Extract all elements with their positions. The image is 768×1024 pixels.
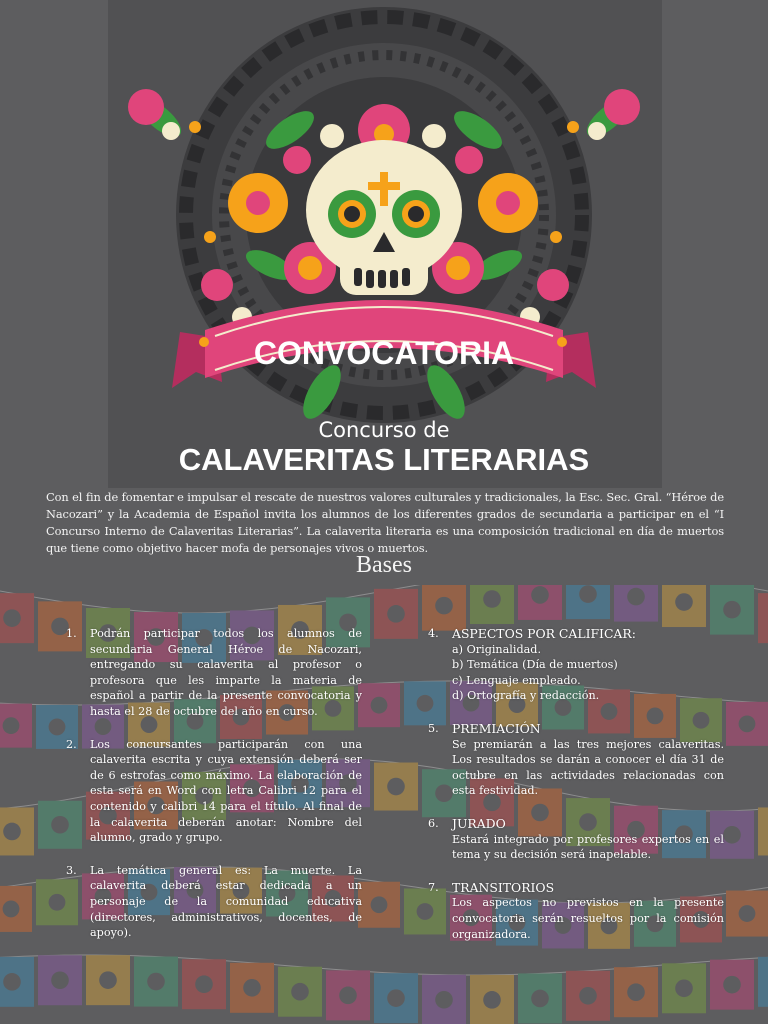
base-number: 2. bbox=[66, 737, 77, 751]
papel-picado-cutout bbox=[3, 973, 21, 991]
base-item bbox=[66, 863, 362, 941]
base-number: 3. bbox=[66, 863, 77, 877]
flower-orange-right bbox=[478, 173, 538, 233]
base-number: 7. bbox=[428, 880, 439, 894]
base-heading: TRANSITORIOS bbox=[452, 879, 555, 895]
base-heading: JURADO bbox=[452, 815, 506, 831]
papel-picado-cutout bbox=[387, 989, 405, 1007]
base-item bbox=[428, 626, 724, 704]
papel-picado-flag bbox=[758, 593, 768, 643]
criteria-item: b) Temática (Día de muertos) bbox=[452, 658, 618, 672]
subtitle-small: Concurso de bbox=[318, 418, 450, 442]
papel-picado-cutout bbox=[531, 586, 549, 604]
flower-orange-left bbox=[228, 173, 288, 233]
papel-picado-cutout bbox=[627, 588, 645, 606]
papel-picado-cutout bbox=[243, 979, 261, 997]
papel-picado-cutout bbox=[3, 609, 21, 627]
base-item bbox=[428, 816, 724, 863]
papel-picado-flag bbox=[758, 807, 768, 855]
papel-picado-cutout bbox=[675, 979, 693, 997]
base-number: 1. bbox=[66, 627, 77, 640]
base-number: 6. bbox=[428, 816, 439, 830]
base-text: Los aspectos no previstos en la presente convocatoria serán resueltos por la comisión organizadora. bbox=[452, 896, 724, 941]
papel-picado-cutout bbox=[627, 983, 645, 1001]
papel-picado-flag bbox=[758, 957, 768, 1007]
intro-paragraph: Con el fin de fomentar e impulsar el rescate de nuestros valores culturales y tradicionales, la Esc. Sec. Gral. “Héroe de Nacozari” y la Academia de Español invita los alumnos de los diferentes grados de secundaria a participar en el “I Concurso Interno de Calaveritas Literarias”. La calaverita literaria es una composición tradicional en día de muertos que tiene como objetivo hacer mofa de personajes vivos o muertos. bbox=[46, 490, 724, 555]
papel-picado-cutout bbox=[675, 593, 693, 611]
papel-picado-cutout bbox=[387, 605, 405, 623]
criteria-item: a) Originalidad. bbox=[452, 642, 542, 656]
papel-picado-cutout bbox=[531, 990, 549, 1008]
hero-illustration bbox=[0, 0, 768, 488]
convocatoria-title: CONVOCATORIA bbox=[253, 335, 515, 371]
papel-picado-cutout bbox=[51, 971, 69, 989]
base-number: 4. bbox=[428, 627, 439, 640]
base-text: La temática general es: La muerte. La calaverita deberá estar dedicada a un personaje de la comunidad educativa (directores, administrativos, docentes, de apoyo). bbox=[90, 863, 362, 940]
papel-picado-cutout bbox=[723, 826, 741, 844]
papel-picado-cutout bbox=[49, 719, 66, 736]
subtitle-big: CALAVERITAS LITERARIAS bbox=[178, 442, 590, 477]
papel-picado-cutout bbox=[195, 975, 213, 993]
papel-picado-cutout bbox=[339, 987, 357, 1005]
base-number: 5. bbox=[428, 721, 439, 735]
bases-left-column bbox=[66, 626, 362, 958]
papel-picado-cutout bbox=[3, 823, 21, 841]
bases-title: Bases bbox=[356, 552, 412, 578]
papel-picado-cutout bbox=[435, 597, 453, 615]
base-item bbox=[428, 721, 724, 799]
papel-picado-cutout bbox=[99, 971, 117, 989]
papel-picado-cutout bbox=[739, 905, 756, 922]
papel-picado-cutout bbox=[483, 991, 501, 1009]
papel-picado-cutout bbox=[723, 976, 741, 994]
base-text: Podrán participar todos los alumnos de secundaria General Héroe de Nacozari, entregando su calaverita al profesor o profesora que les imparte la materia de español a partir de la presente convocatoria y hasta el 28 de octubre del año en curso. bbox=[90, 627, 362, 718]
base-heading: ASPECTOS POR CALIFICAR: bbox=[452, 626, 636, 641]
papel-picado-cutout bbox=[291, 983, 309, 1001]
papel-picado-cutout bbox=[483, 590, 501, 608]
criteria-item: d) Ortografía y redacción. bbox=[452, 689, 600, 703]
base-item bbox=[66, 737, 362, 846]
papel-picado-cutout bbox=[3, 901, 20, 918]
base-item bbox=[428, 880, 724, 942]
papel-picado-cutout bbox=[371, 896, 388, 913]
papel-picado-cutout bbox=[579, 585, 597, 603]
papel-picado-cutout bbox=[147, 973, 165, 991]
base-text: Se premiarán a las tres mejores calaveritas. Los resultados se darán a conocer el día 31 de octubre en las actividades relacionadas con esta festividad. bbox=[452, 737, 724, 798]
papel-picado-cutout bbox=[3, 717, 20, 734]
papel-picado-cutout bbox=[723, 601, 741, 619]
bases-right-column bbox=[428, 626, 724, 959]
papel-picado-cutout bbox=[739, 715, 756, 732]
base-text: Estará integrado por profesores expertos en el tema y su decisión será inapelable. bbox=[452, 832, 724, 862]
papel-picado-cutout bbox=[49, 894, 66, 911]
base-item bbox=[66, 626, 362, 720]
base-heading: PREMIACIÓN bbox=[452, 720, 541, 736]
criteria-item: c) Lenguaje empleado. bbox=[452, 673, 581, 687]
base-text: Los concursantes participarán con una calaverita escrita y cuya extensión deberá ser de 6 estrofas como máximo. La elaboración de esta será en Word con letra Calibri 12 para el contenido y calibri 14 para el título. Al final de la calaverita deberán anotar: Nombre del alumno, grado y grupo. bbox=[90, 737, 362, 845]
papel-picado-cutout bbox=[579, 987, 597, 1005]
papel-picado-cutout bbox=[371, 697, 388, 714]
papel-picado-cutout bbox=[435, 991, 453, 1009]
papel-picado-cutout bbox=[387, 778, 405, 796]
